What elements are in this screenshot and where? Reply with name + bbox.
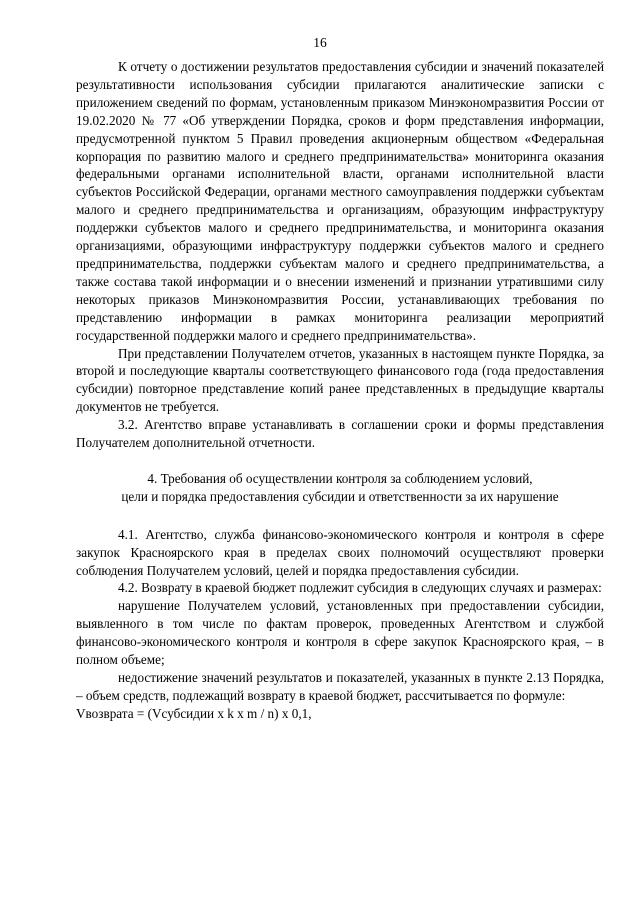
page-number: 16 xyxy=(313,35,327,50)
section-heading-line-1: 4. Требования об осуществлении контроля за соблюдением условий, xyxy=(147,470,533,486)
paragraph-violation: нарушение Получателем условий, установленных при предоставлении субсидии, выявленного в том числе по фактам проверок, проведенных Агентством и службой финансово-экономического контроля и контроля в сфере закупок Красноярского края, – в полном объеме; xyxy=(76,598,604,668)
paragraph-report-attachments: К отчету о достижении результатов предоставления субсидии и значений показателей результативности использования субсидии прилагаются аналитические записки с приложением сведений по формам, установленным приказом Минэкономразвития России от 19.02.2020 № 77 «Об утверждении Порядка, сроков и форм представления информации, предусмотренной пунктом 5 Правил проведения акционерным обществом «Федеральная корпорация по развитию малого и среднего предпринимательства» мониторинга оказания федеральными органами исполнительной власти, органами исполнительной власти субъектов Российской Федерации, органами местного самоуправления поддержки субъектам малого и среднего предпринимательства и организациям, образующим инфраструктуру поддержки субъектов малого и среднего предпринимательства, и мониторинга оказания организациями, образующими инфраструктуру поддержки субъектов малого и среднего предпринимательства, поддержки субъектам малого и среднего предпринимательства, а также состава такой информации и о внесении изменений и признании утратившими силу некоторых приказов Минэкономразвития России, устанавливающих требования по представлению информации в рамках мониторинга реализации мероприятий государственной поддержки малого и среднего предпринимательства». xyxy=(76,59,604,343)
paragraph-3-2: 3.2. Агентство вправе устанавливать в соглашении сроки и формы представления Получателем дополнительной отчетности. xyxy=(76,417,604,451)
paragraph-non-achievement: недостижение значений результатов и показателей, указанных в пункте 2.13 Порядка, – объем средств, подлежащий возврату в краевой бюджет, рассчитывается по формуле: xyxy=(76,670,604,703)
section-heading-line-2: цели и порядка предоставления субсидии и ответственности за их нарушение xyxy=(121,488,559,504)
refund-formula: Vвозврата = (Vсубсидии x k x m / n) x 0,1, xyxy=(76,705,312,721)
section-heading xyxy=(76,470,604,506)
paragraph-repeat-reports: При представлении Получателем отчетов, указанных в настоящем пункте Порядка, за второй и последующие кварталы соответствующего финансового года (года предоставления субсидии) повторное представление копий ранее представленных в предыдущие кварталы документов не требуется. xyxy=(76,345,604,415)
paragraph-4-2: 4.2. Возврату в краевой бюджет подлежит субсидия в следующих случаях и размерах: xyxy=(118,580,602,596)
paragraph-4-1: 4.1. Агентство, служба финансово-экономического контроля и контроля в сфере закупок Красноярского края в пределах своих полномочий осуществляют проверки соблюдения Получателем условий, целей и порядка предоставления субсидии. xyxy=(76,526,604,578)
document-body xyxy=(76,58,604,723)
